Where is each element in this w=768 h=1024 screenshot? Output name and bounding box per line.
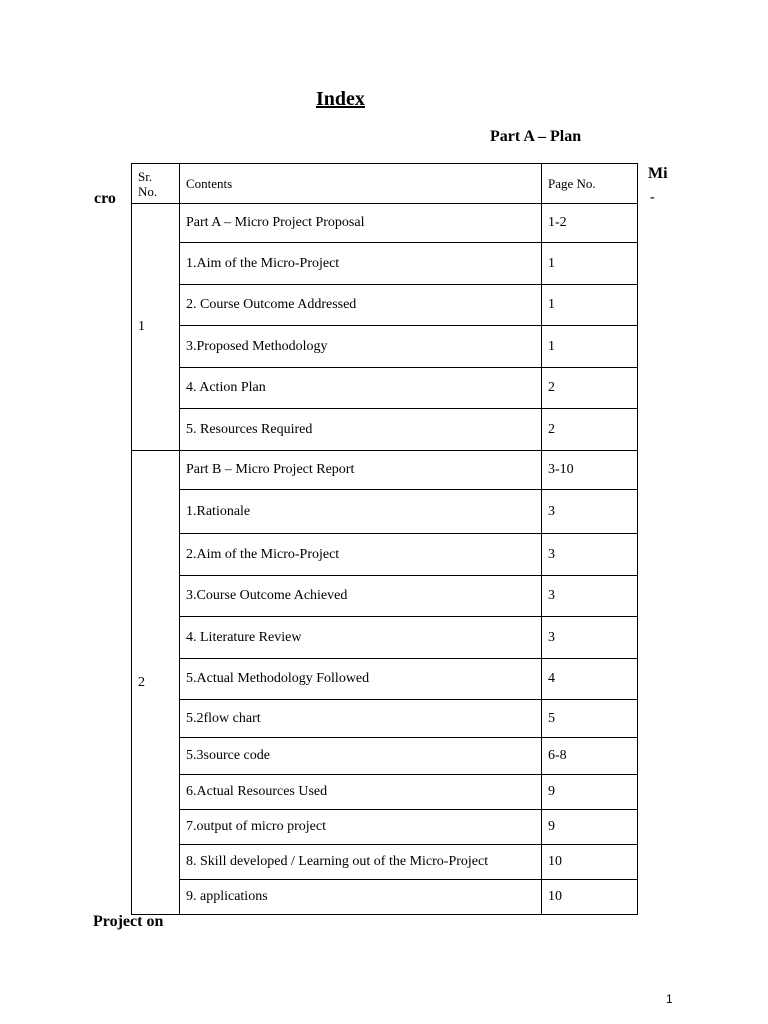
page-no-cell: 1 — [542, 285, 638, 326]
table-row — [132, 326, 638, 368]
contents-cell: 9. applications — [180, 880, 542, 915]
page-no-cell: 1 — [542, 243, 638, 285]
page-no-cell: 9 — [542, 810, 638, 845]
page-no-cell: 5 — [542, 700, 638, 738]
contents-cell: 4. Action Plan — [180, 368, 542, 409]
page-no-cell: 3 — [542, 534, 638, 576]
contents-cell: 4. Literature Review — [180, 617, 542, 659]
table-row — [132, 617, 638, 659]
table-row — [132, 451, 638, 490]
table-row — [132, 368, 638, 409]
table-row — [132, 659, 638, 700]
contents-cell: Part B – Micro Project Report — [180, 451, 542, 490]
contents-cell: 5. Resources Required — [180, 409, 542, 451]
table-row — [132, 576, 638, 617]
page-no-cell: 3 — [542, 576, 638, 617]
page-no-cell: 10 — [542, 880, 638, 915]
part-a-plan-heading: Part A – Plan — [490, 128, 582, 145]
table-row — [132, 534, 638, 576]
table-row — [132, 490, 638, 534]
margin-text-mi: Mi — [648, 165, 668, 182]
page-no-cell: 2 — [542, 409, 638, 451]
page-no-cell: 10 — [542, 845, 638, 880]
page-no-cell: 9 — [542, 775, 638, 810]
table-row — [132, 775, 638, 810]
header-sr-no: Sr. No. — [132, 164, 180, 204]
page-no-cell: 1 — [542, 326, 638, 368]
contents-cell: 1.Rationale — [180, 490, 542, 534]
contents-cell: 2. Course Outcome Addressed — [180, 285, 542, 326]
contents-cell: 5.Actual Methodology Followed — [180, 659, 542, 700]
contents-cell: 5.3source code — [180, 738, 542, 775]
page-no-cell: 4 — [542, 659, 638, 700]
sr-no-cell: 1 — [132, 204, 180, 451]
table-row — [132, 700, 638, 738]
header-page-no: Page No. — [542, 164, 638, 204]
table-row — [132, 204, 638, 243]
contents-cell: 6.Actual Resources Used — [180, 775, 542, 810]
contents-cell: 7.output of micro project — [180, 810, 542, 845]
sr-no-cell: 2 — [132, 451, 180, 915]
index-title: Index — [316, 88, 365, 110]
table-body — [132, 204, 638, 915]
margin-text-cro: cro — [94, 190, 116, 207]
page-no-cell: 2 — [542, 368, 638, 409]
contents-cell: 3.Proposed Methodology — [180, 326, 542, 368]
page-no-cell: 1-2 — [542, 204, 638, 243]
page-no-cell: 3 — [542, 490, 638, 534]
index-table — [131, 163, 638, 915]
page-number: 1 — [666, 992, 673, 1006]
table-header-row — [132, 164, 638, 204]
contents-cell: Part A – Micro Project Proposal — [180, 204, 542, 243]
contents-cell: 5.2flow chart — [180, 700, 542, 738]
contents-cell: 1.Aim of the Micro-Project — [180, 243, 542, 285]
table-row — [132, 409, 638, 451]
header-contents: Contents — [180, 164, 542, 204]
page-no-cell: 3-10 — [542, 451, 638, 490]
table-row — [132, 738, 638, 775]
table-row — [132, 810, 638, 845]
table-row — [132, 880, 638, 915]
contents-cell: 2.Aim of the Micro-Project — [180, 534, 542, 576]
page-no-cell: 6-8 — [542, 738, 638, 775]
margin-text-project-on: Project on — [93, 913, 164, 930]
contents-cell: 8. Skill developed / Learning out of the Micro-Project — [180, 845, 542, 880]
contents-cell: 3.Course Outcome Achieved — [180, 576, 542, 617]
table-row — [132, 845, 638, 880]
page-no-cell: 3 — [542, 617, 638, 659]
margin-text-dash: - — [650, 190, 655, 205]
table-row — [132, 285, 638, 326]
table-row — [132, 243, 638, 285]
